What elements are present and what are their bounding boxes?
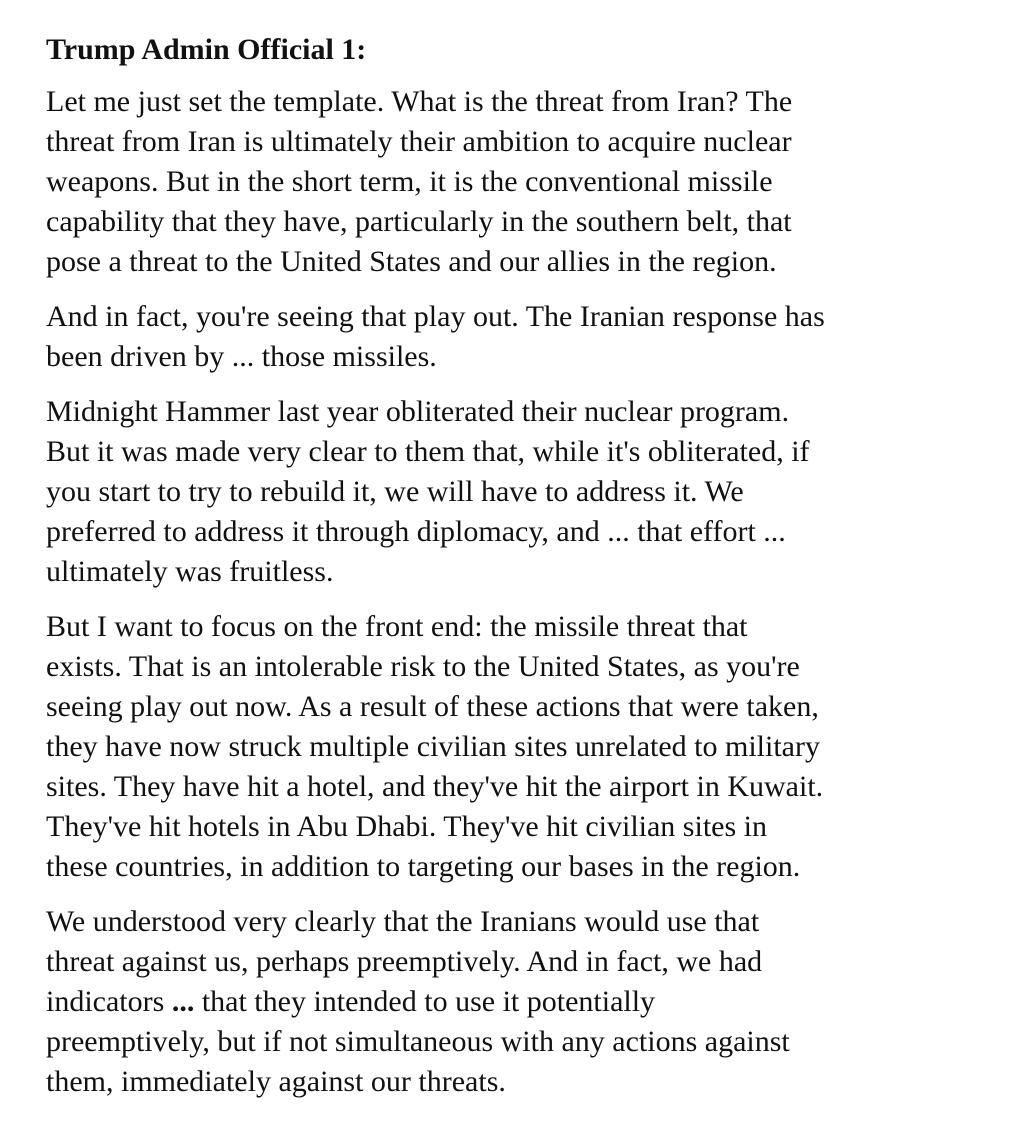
text-line: sites. They have hit a hotel, and they've hit the airport in Kuwait. [46, 770, 824, 803]
text-segment: that they intended to use it potentially [194, 985, 656, 1018]
text-line: exists. That is an intolerable risk to the United States, as you're [46, 650, 800, 683]
text-line: weapons. But in the short term, it is the conventional missile [46, 165, 773, 198]
text-line: They've hit hotels in Abu Dhabi. They've hit civilian sites in [46, 810, 767, 843]
paragraph-3 [46, 392, 966, 592]
text-line: Let me just set the template. What is the threat from Iran? The [46, 85, 793, 118]
paragraph-4 [46, 607, 966, 887]
text-line: them, immediately against our threats. [46, 1065, 506, 1098]
text-segment: indicators [46, 985, 172, 1018]
text-line: We understood very clearly that the Iranians would use that [46, 905, 760, 938]
speaker-label: Trump Admin Official 1: [46, 33, 367, 66]
paragraph-1 [46, 82, 966, 282]
paragraph-5 [46, 902, 966, 1102]
paragraph-2 [46, 297, 966, 377]
transcript-document [46, 30, 966, 1102]
bold-ellipsis: ... [171, 985, 195, 1018]
text-line: But I want to focus on the front end: the missile threat that [46, 610, 748, 643]
text-line: pose a threat to the United States and our allies in the region. [46, 245, 777, 278]
text-line: Midnight Hammer last year obliterated their nuclear program. [46, 395, 790, 428]
text-line: they have now struck multiple civilian sites unrelated to military [46, 730, 820, 763]
text-line: you start to try to rebuild it, we will have to address it. We [46, 475, 744, 508]
text-line: ultimately was fruitless. [46, 555, 334, 588]
text-line: preemptively, but if not simultaneous with any actions against [46, 1025, 790, 1058]
text-line: seeing play out now. As a result of these actions that were taken, [46, 690, 819, 723]
text-line: these countries, in addition to targeting our bases in the region. [46, 850, 801, 883]
text-line: capability that they have, particularly in the southern belt, that [46, 205, 792, 238]
text-line: threat against us, perhaps preemptively. And in fact, we had [46, 945, 763, 978]
text-line: preferred to address it through diplomacy, and ... that effort ... [46, 515, 786, 548]
text-line: But it was made very clear to them that, while it's obliterated, if [46, 435, 810, 468]
text-line-mixed [46, 982, 966, 1022]
text-line: And in fact, you're seeing that play out. The Iranian response has [46, 300, 825, 333]
text-line: been driven by ... those missiles. [46, 340, 437, 373]
text-line: threat from Iran is ultimately their ambition to acquire nuclear [46, 125, 792, 158]
